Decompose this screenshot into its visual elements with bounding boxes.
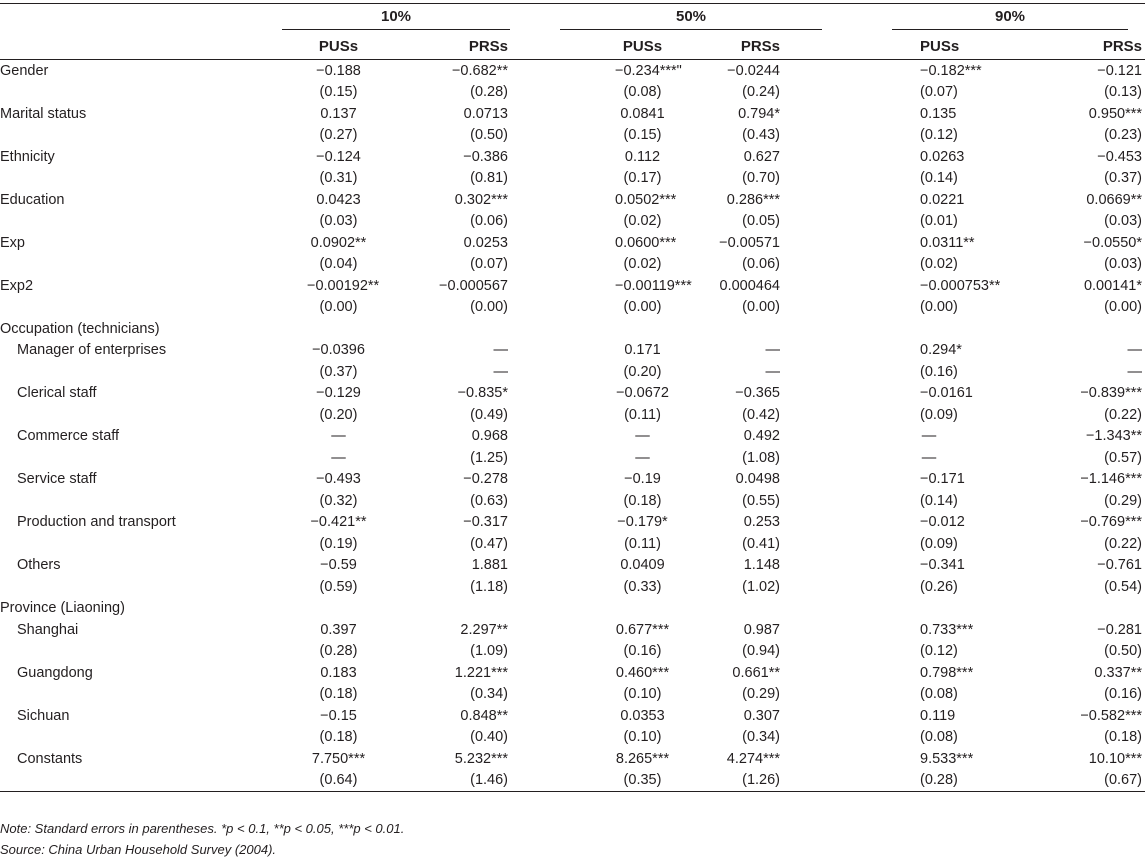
se-cell: — <box>1127 363 1142 380</box>
empty-cell <box>252 598 370 620</box>
subheader-prss-90: PRSs <box>938 34 1145 60</box>
se-cell: (0.28) <box>319 643 358 660</box>
se-cell: (1.02) <box>742 578 780 595</box>
se-cell: (0.40) <box>470 729 508 746</box>
empty-cell <box>0 82 252 104</box>
se-cell: — <box>921 449 937 466</box>
se-cell: (0.31) <box>319 170 358 187</box>
se-cell: (0.02) <box>623 256 662 273</box>
se-cell: (0.57) <box>1104 449 1142 466</box>
table-row <box>0 275 1145 297</box>
table-row-se <box>0 533 1145 555</box>
se-cell: — <box>765 363 780 380</box>
coef-cell: −0.317 <box>463 514 508 531</box>
coef-cell: 0.0311** <box>920 234 975 251</box>
coef-cell: −0.179* <box>617 514 668 531</box>
se-cell: (0.19) <box>319 535 358 552</box>
subheader-puss-50: PUSs <box>510 34 670 60</box>
se-cell: (0.18) <box>623 492 662 509</box>
table-row-se <box>0 404 1145 426</box>
table-row <box>0 748 1145 770</box>
coef-cell: −0.0672 <box>616 385 669 402</box>
coef-cell: −0.761 <box>1097 557 1142 574</box>
se-cell: (0.50) <box>470 127 508 144</box>
table-body <box>0 60 1145 792</box>
se-cell: (0.34) <box>470 686 508 703</box>
se-cell: (0.06) <box>470 213 508 230</box>
coef-cell: — <box>493 342 508 359</box>
table-row-se <box>0 297 1145 319</box>
coef-cell: −0.121 <box>1097 62 1142 79</box>
se-cell: (0.43) <box>742 127 780 144</box>
group-header-50: 50% <box>510 4 780 35</box>
coef-cell: −1.146*** <box>1080 471 1142 488</box>
table-notes <box>0 818 404 860</box>
empty-cell <box>0 125 252 147</box>
se-cell: (0.23) <box>1104 127 1142 144</box>
coef-cell: −0.682** <box>451 62 508 79</box>
row-label: Clerical staff <box>17 385 97 402</box>
coef-cell: 0.0423 <box>316 191 361 208</box>
row-label: Service staff <box>17 471 97 488</box>
table-row-se <box>0 490 1145 512</box>
empty-cell <box>0 576 252 598</box>
se-cell: — <box>635 449 650 466</box>
table-row <box>0 426 1145 448</box>
coef-cell: −0.386 <box>463 148 508 165</box>
empty-cell <box>670 598 780 620</box>
coef-cell: −0.000753** <box>920 277 1001 294</box>
coef-cell: −0.278 <box>463 471 508 488</box>
se-cell: (0.47) <box>470 535 508 552</box>
coef-cell: −0.171 <box>920 471 965 488</box>
coef-cell: 0.0600*** <box>615 234 677 251</box>
se-cell: (0.00) <box>1104 299 1142 316</box>
coef-cell: −1.343** <box>1085 428 1142 445</box>
coef-cell: 7.750*** <box>311 750 366 767</box>
table-row <box>0 103 1145 125</box>
se-cell: (0.81) <box>470 170 508 187</box>
se-cell: (0.07) <box>470 256 508 273</box>
table-row-se <box>0 641 1145 663</box>
empty-cell <box>0 211 252 233</box>
table-row <box>0 383 1145 405</box>
se-cell: (0.04) <box>319 256 358 273</box>
empty-cell <box>510 598 670 620</box>
empty-cell <box>0 727 252 749</box>
se-cell: (0.29) <box>1104 492 1142 509</box>
se-cell: (0.64) <box>252 770 370 792</box>
coef-cell: 0.987 <box>743 621 780 638</box>
coef-cell: 0.302*** <box>454 191 508 208</box>
se-cell: (0.18) <box>319 686 358 703</box>
quantile-regression-table <box>0 3 1145 792</box>
table-row-se <box>0 168 1145 190</box>
table-row <box>0 340 1145 362</box>
coef-cell: −0.129 <box>316 385 361 402</box>
table-row-se <box>0 361 1145 383</box>
coef-cell: 9.533*** <box>920 750 974 767</box>
coef-cell: 0.337** <box>1094 664 1142 681</box>
empty-cell <box>0 447 252 469</box>
coef-cell: −0.582*** <box>1080 707 1142 724</box>
coef-cell: −0.00119*** <box>615 277 692 294</box>
coef-cell: 0.492 <box>743 428 780 445</box>
se-cell: (0.13) <box>1104 84 1142 101</box>
se-cell: (0.55) <box>742 492 780 509</box>
row-label: Exp <box>0 234 25 251</box>
se-cell: (0.27) <box>319 127 358 144</box>
coef-cell: 0.968 <box>471 428 508 445</box>
empty-cell <box>938 318 1145 340</box>
coef-cell: 4.274*** <box>726 750 780 767</box>
coef-cell: 0.00141* <box>1083 277 1142 294</box>
subheader-blank <box>0 34 252 60</box>
row-label: Education <box>0 191 65 208</box>
coef-cell: −0.19 <box>624 471 661 488</box>
se-cell: (0.16) <box>920 363 958 380</box>
coef-cell: 0.0263 <box>920 148 965 165</box>
se-cell: (0.08) <box>920 686 958 703</box>
subheader-puss-10: PUSs <box>252 34 370 60</box>
coef-cell: 0.794* <box>738 105 780 122</box>
source-text: Source: China Urban Household Survey (2004). <box>0 842 277 857</box>
table-row-se <box>0 576 1145 598</box>
se-cell: (0.03) <box>1104 213 1142 230</box>
se-cell: — <box>331 449 346 466</box>
se-cell: (0.22) <box>1104 406 1142 423</box>
coef-cell: 0.950*** <box>1088 105 1142 122</box>
table-row-se <box>0 82 1145 104</box>
coef-cell: 1.221*** <box>454 664 508 681</box>
se-cell: (0.50) <box>1104 643 1142 660</box>
table-row-se <box>0 211 1145 233</box>
coef-cell: 0.848** <box>460 707 508 724</box>
coef-cell: 0.798*** <box>920 664 974 681</box>
coef-cell: — <box>921 428 937 445</box>
coef-cell: −0.000567 <box>439 277 508 294</box>
table-row-se <box>0 684 1145 706</box>
se-cell: (0.54) <box>1104 578 1142 595</box>
se-cell: (0.29) <box>742 686 780 703</box>
row-label: Production and transport <box>17 514 176 531</box>
empty-cell <box>0 168 252 190</box>
se-cell: (0.16) <box>623 643 662 660</box>
se-cell: (0.11) <box>624 406 661 423</box>
empty-cell <box>938 598 1145 620</box>
se-cell: (0.12) <box>920 643 958 660</box>
se-cell: (0.16) <box>1104 686 1142 703</box>
coef-cell: −0.493 <box>316 471 361 488</box>
se-cell: (1.26) <box>670 770 780 792</box>
table-row <box>0 598 1145 620</box>
coef-cell: −0.453 <box>1097 148 1142 165</box>
table-row <box>0 318 1145 340</box>
coef-cell: −0.835* <box>457 385 508 402</box>
coef-cell: −0.0396 <box>312 342 365 359</box>
coef-cell: 0.000464 <box>719 277 780 294</box>
se-cell: (0.00) <box>623 299 662 316</box>
subheader-prss-10: PRSs <box>370 34 510 60</box>
coef-cell: — <box>765 342 780 359</box>
coef-cell: 0.135 <box>920 105 957 122</box>
empty-cell <box>0 641 252 663</box>
coef-cell: −0.0550* <box>1083 234 1142 251</box>
se-cell: (0.34) <box>742 729 780 746</box>
se-cell: (0.70) <box>742 170 780 187</box>
row-label: Guangdong <box>17 664 93 681</box>
coef-cell: 0.397 <box>320 621 357 638</box>
se-cell: (0.18) <box>319 729 358 746</box>
row-label: Commerce staff <box>17 428 120 445</box>
se-cell: (0.14) <box>920 170 958 187</box>
coef-cell: 0.253 <box>743 514 780 531</box>
row-label: Others <box>17 557 61 574</box>
se-cell: (0.02) <box>623 213 662 230</box>
coef-cell: 0.0221 <box>920 191 965 208</box>
coef-cell: −0.839*** <box>1080 385 1142 402</box>
row-label: Manager of enterprises <box>17 342 167 359</box>
se-cell: (0.14) <box>920 492 958 509</box>
coef-cell: 0.137 <box>320 105 357 122</box>
empty-cell <box>370 318 510 340</box>
coef-cell: 10.10*** <box>1088 750 1142 767</box>
coef-cell: 8.265*** <box>615 750 670 767</box>
table-row <box>0 189 1145 211</box>
empty-cell <box>0 404 252 426</box>
empty-cell <box>0 533 252 555</box>
empty-cell <box>0 770 252 792</box>
coef-cell: — <box>635 428 650 445</box>
row-label: Exp2 <box>0 277 34 294</box>
table-row <box>0 146 1145 168</box>
subheader-prss-50: PRSs <box>670 34 780 60</box>
coef-cell: 0.307 <box>743 707 780 724</box>
empty-cell <box>0 297 252 319</box>
header-blank <box>0 4 252 35</box>
se-cell: (0.00) <box>920 299 958 316</box>
row-label: Marital status <box>0 105 87 122</box>
se-cell: (0.12) <box>920 127 958 144</box>
coef-cell: −0.188 <box>316 62 361 79</box>
se-cell: (0.18) <box>1104 729 1142 746</box>
empty-cell <box>510 318 670 340</box>
table-row <box>0 60 1145 82</box>
coef-cell: −0.365 <box>735 385 780 402</box>
coef-cell: −0.59 <box>320 557 357 574</box>
subheader-puss-90: PUSs <box>780 34 938 60</box>
coef-cell: 0.119 <box>920 707 956 724</box>
empty-cell <box>780 318 938 340</box>
table-row <box>0 662 1145 684</box>
row-label: Gender <box>0 62 49 79</box>
coef-cell: 0.677*** <box>615 621 670 638</box>
coef-cell: −0.341 <box>920 557 965 574</box>
empty-cell <box>670 318 780 340</box>
se-cell: (0.94) <box>742 643 780 660</box>
se-cell: (0.42) <box>742 406 780 423</box>
coef-cell: 0.0502*** <box>615 191 677 208</box>
coef-cell: −0.421** <box>310 514 367 531</box>
empty-cell <box>0 490 252 512</box>
empty-cell <box>0 254 252 276</box>
se-cell: (1.09) <box>470 643 508 660</box>
se-cell: (1.25) <box>470 449 508 466</box>
table-row <box>0 512 1145 534</box>
coef-cell: 5.232*** <box>454 750 508 767</box>
empty-cell <box>0 684 252 706</box>
se-cell: (0.32) <box>319 492 358 509</box>
coef-cell: −0.769*** <box>1080 514 1142 531</box>
table-row-se <box>0 727 1145 749</box>
table-row <box>0 232 1145 254</box>
se-cell: (1.46) <box>370 770 510 792</box>
table-row-se <box>0 125 1145 147</box>
coef-cell: 2.297** <box>460 621 508 638</box>
se-cell: — <box>493 363 508 380</box>
coef-cell: 0.0498 <box>735 471 780 488</box>
coef-cell: 0.0353 <box>620 707 665 724</box>
se-cell: (0.17) <box>623 170 662 187</box>
se-cell: (0.05) <box>742 213 780 230</box>
row-label: Occupation (technicians) <box>0 320 160 337</box>
se-cell: (0.03) <box>1104 256 1142 273</box>
row-label: Ethnicity <box>0 148 55 165</box>
row-label: Province (Liaoning) <box>0 600 125 617</box>
coef-cell: −0.234***" <box>615 62 682 79</box>
se-cell: (0.49) <box>470 406 508 423</box>
coef-cell: 1.881 <box>471 557 508 574</box>
coef-cell: 0.171 <box>624 342 661 359</box>
se-cell: (0.10) <box>623 686 662 703</box>
coef-cell: 0.733*** <box>920 621 974 638</box>
se-cell: (0.24) <box>742 84 780 101</box>
coef-cell: 0.627 <box>743 148 780 165</box>
coef-cell: 0.183 <box>320 664 357 681</box>
coef-cell: −0.15 <box>320 707 357 724</box>
se-cell: (0.11) <box>624 535 661 552</box>
se-cell: (0.07) <box>920 84 958 101</box>
se-cell: (0.37) <box>319 363 358 380</box>
se-cell: (1.18) <box>470 578 508 595</box>
se-cell: (0.15) <box>319 84 358 101</box>
row-label: Shanghai <box>17 621 79 638</box>
table-row <box>0 705 1145 727</box>
se-cell: (0.00) <box>742 299 780 316</box>
row-label: Constants <box>17 750 83 767</box>
group-header-10: 10% <box>252 4 510 35</box>
se-cell: (0.20) <box>319 406 358 423</box>
coef-cell: 0.460*** <box>615 664 670 681</box>
coef-cell: 0.286*** <box>726 191 780 208</box>
se-cell: (0.02) <box>920 256 958 273</box>
empty-cell <box>0 361 252 383</box>
table-row <box>0 619 1145 641</box>
coef-cell: 0.0713 <box>463 105 508 122</box>
se-cell: (0.28) <box>470 84 508 101</box>
se-cell: (0.67) <box>938 770 1145 792</box>
se-cell: (0.22) <box>1104 535 1142 552</box>
se-cell: (0.33) <box>623 578 662 595</box>
note-text: Note: Standard errors in parentheses. *p < 0.1, **p < 0.05, ***p < 0.01. <box>0 821 405 836</box>
table-row <box>0 555 1145 577</box>
coef-cell: 0.661** <box>732 664 780 681</box>
se-cell: (1.08) <box>742 449 780 466</box>
se-cell: (0.20) <box>623 363 662 380</box>
coef-cell: — <box>1127 342 1142 359</box>
coef-cell: 0.0841 <box>620 105 665 122</box>
coef-cell: −0.0244 <box>727 62 780 79</box>
coef-cell: −0.012 <box>920 514 965 531</box>
empty-cell <box>252 318 370 340</box>
coef-cell: 0.0409 <box>620 557 665 574</box>
se-cell: (0.06) <box>742 256 780 273</box>
se-cell: (0.09) <box>920 406 958 423</box>
se-cell: (0.28) <box>780 770 938 792</box>
se-cell: (0.26) <box>920 578 958 595</box>
se-cell: (0.15) <box>623 127 662 144</box>
empty-cell <box>370 598 510 620</box>
subheader-row <box>0 34 1145 60</box>
coef-cell: — <box>331 428 346 445</box>
se-cell: (0.37) <box>1104 170 1142 187</box>
se-cell: (0.10) <box>623 729 662 746</box>
se-cell: (0.00) <box>319 299 358 316</box>
se-cell: (0.63) <box>470 492 508 509</box>
coef-cell: −0.00571 <box>719 234 780 251</box>
coef-cell: −0.182*** <box>920 62 982 79</box>
se-cell: (0.08) <box>920 729 958 746</box>
table-row-se <box>0 770 1145 792</box>
coef-cell: −0.124 <box>316 148 361 165</box>
se-cell: (0.03) <box>319 213 358 230</box>
coef-cell: −0.00192** <box>307 277 380 294</box>
coef-cell: 0.0253 <box>463 234 508 251</box>
se-cell: (0.59) <box>319 578 358 595</box>
se-cell: (0.09) <box>920 535 958 552</box>
coef-cell: 0.0902** <box>310 234 367 251</box>
se-cell: (0.35) <box>510 770 670 792</box>
empty-cell <box>780 598 938 620</box>
table-row-se <box>0 254 1145 276</box>
se-cell: (0.08) <box>623 84 662 101</box>
se-cell: (0.01) <box>920 213 958 230</box>
coef-cell: 0.294* <box>920 342 962 359</box>
group-header-90: 90% <box>780 4 1145 35</box>
row-label: Sichuan <box>17 707 70 724</box>
table-row-se <box>0 447 1145 469</box>
coef-cell: 0.112 <box>624 148 661 165</box>
se-cell: (0.00) <box>470 299 508 316</box>
se-cell: (0.41) <box>742 535 780 552</box>
coef-cell: −0.0161 <box>920 385 973 402</box>
coef-cell: 1.148 <box>743 557 780 574</box>
coef-cell: 0.0669** <box>1086 191 1142 208</box>
table-row <box>0 469 1145 491</box>
coef-cell: −0.281 <box>1097 621 1142 638</box>
